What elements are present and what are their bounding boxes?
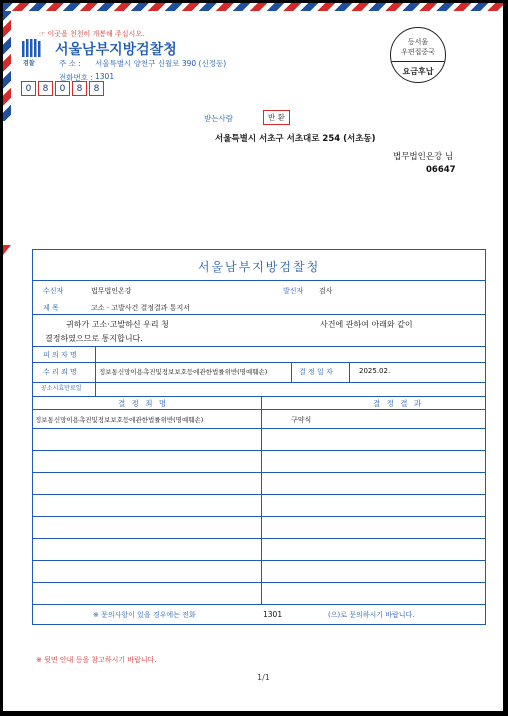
divider bbox=[33, 314, 485, 315]
divider bbox=[33, 409, 485, 410]
decision-date-value: 2025.02. bbox=[359, 367, 391, 375]
stamp-line-1: 등서울 bbox=[407, 38, 429, 46]
decision-charge-cell: 정보통신망이용촉진및정보보호등에관한법률위반(명예훼손) bbox=[35, 416, 204, 424]
divider bbox=[33, 396, 485, 397]
divider bbox=[33, 346, 485, 347]
airmail-border-left bbox=[3, 11, 11, 121]
stamp-line-3: 요금후납 bbox=[402, 67, 434, 76]
destination-name: 법무법인온강 님 bbox=[393, 152, 454, 162]
document-page bbox=[3, 3, 503, 711]
zip-digit: 8 bbox=[72, 81, 87, 96]
divider bbox=[33, 604, 485, 605]
col-head-charge: 결 정 죄 명 bbox=[118, 399, 169, 408]
sender-value: 검사 bbox=[319, 287, 333, 295]
decision-notice-form bbox=[32, 249, 486, 625]
divider bbox=[33, 516, 485, 517]
accept-charge-label: 수 리 죄 명 bbox=[43, 368, 77, 376]
body-line-1: 귀하가 고소·고발하신 우리 청 bbox=[66, 320, 169, 329]
divider bbox=[33, 450, 485, 451]
tel-label: 전화번호 : bbox=[59, 73, 93, 82]
page-number: 1/1 bbox=[257, 673, 270, 682]
footer-note: ※ 문의사항이 있을 경우에는 전화 bbox=[93, 611, 196, 619]
divider bbox=[33, 280, 485, 281]
airmail-border-top bbox=[3, 3, 503, 11]
suspect-label: 피 의 자 명 bbox=[43, 351, 77, 359]
stamp-divider bbox=[391, 61, 445, 62]
zip-digit: 0 bbox=[21, 81, 36, 96]
divider bbox=[33, 382, 485, 383]
decision-result-cell: 구약식 bbox=[291, 416, 312, 424]
prosecution-no-label: 공소시효만료일 bbox=[41, 385, 82, 392]
destination-address: 서울특별시 서초구 서초대로 254 (서초동) bbox=[215, 134, 376, 144]
divider bbox=[33, 494, 485, 495]
divider bbox=[33, 362, 485, 363]
divider bbox=[95, 382, 96, 396]
divider bbox=[33, 538, 485, 539]
stamp-line-2: 우편집중국 bbox=[401, 48, 435, 56]
sender-org-name: 서울남부지방검찰청 bbox=[55, 42, 177, 58]
logo-text: 검찰 bbox=[23, 60, 35, 67]
destination-zip: 06647 bbox=[426, 165, 456, 175]
footer-tail: (으)로 문의하시기 바랍니다. bbox=[328, 611, 415, 619]
footer-tel: 1301 bbox=[263, 610, 283, 619]
zip-digit: 8 bbox=[89, 81, 104, 96]
zip-digit: 0 bbox=[55, 81, 70, 96]
divider bbox=[291, 362, 292, 382]
postage-stamp bbox=[390, 27, 446, 83]
return-badge: 반 환 bbox=[263, 110, 290, 125]
divider bbox=[33, 472, 485, 473]
body-line-1-tail: 사건에 관하여 아래와 같이 bbox=[320, 320, 413, 329]
divider bbox=[33, 582, 485, 583]
subject-label: 제 목 bbox=[43, 304, 59, 312]
divider bbox=[33, 428, 485, 429]
tel-value: 1301 bbox=[95, 72, 115, 81]
prosecution-logo bbox=[17, 38, 47, 68]
envelope-notice: ☞ 이곳을 천천히 개봉해 주십시오. bbox=[39, 30, 145, 38]
subject-value: 고소 · 고발사건 결정결과 통지서 bbox=[91, 304, 191, 312]
corner-mark bbox=[3, 245, 11, 255]
accept-charge-value: 정보통신망이용촉진및정보보호등에관한법률위반(명예훼손) bbox=[99, 368, 268, 376]
decision-date-label: 결 정 일 자 bbox=[299, 368, 333, 376]
receiver-label: 받는사람 bbox=[204, 114, 233, 123]
recipient-label: 수신자 bbox=[43, 287, 64, 295]
divider bbox=[349, 362, 350, 382]
sender-zip-code bbox=[21, 81, 104, 96]
divider bbox=[95, 346, 96, 382]
zip-digit: 8 bbox=[38, 81, 53, 96]
body-line-2: 결정하였으므로 통지합니다. bbox=[45, 334, 143, 343]
divider bbox=[33, 560, 485, 561]
col-head-result: 결 정 결 과 bbox=[373, 399, 424, 408]
recipient-value: 법무법인온강 bbox=[91, 287, 132, 295]
form-title: 서울남부지방검찰청 bbox=[197, 260, 321, 274]
address-value: 서울특별시 양천구 신월로 390 (신정동) bbox=[95, 59, 227, 68]
address-label: 주 소 : bbox=[59, 59, 81, 68]
sender-label: 발신자 bbox=[283, 287, 304, 295]
bottom-notice: ※ 뒷면 안내 등을 참고하시기 바랍니다. bbox=[36, 656, 157, 664]
